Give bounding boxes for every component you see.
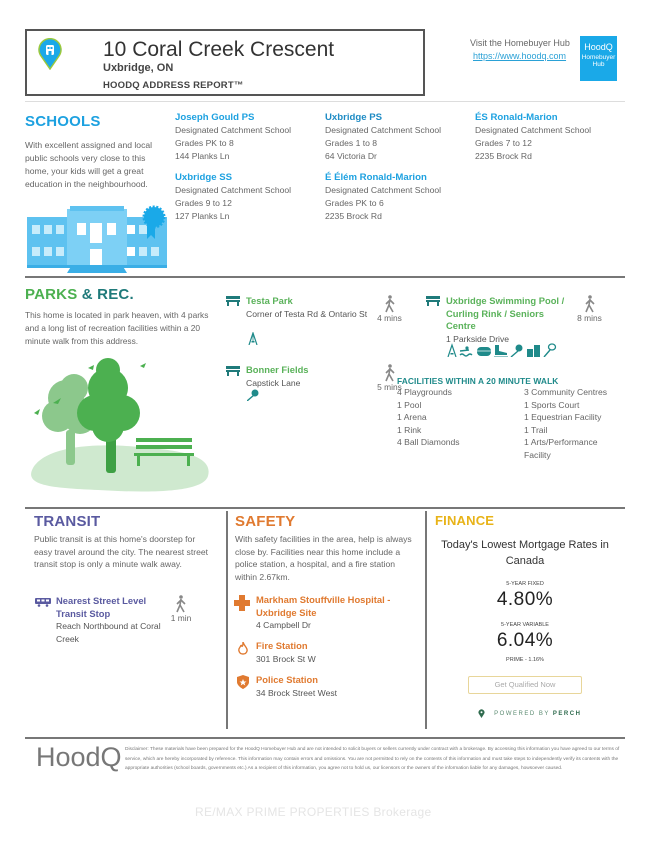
variable-rate-value: 6.04% — [496, 630, 554, 651]
playground-icon — [448, 345, 456, 357]
safety-title: SAFETY — [235, 513, 296, 530]
school-item — [325, 111, 441, 163]
tennis-icon — [544, 344, 556, 357]
parks-title-a: PARKS — [25, 286, 78, 303]
finance-title: FINANCE — [435, 513, 495, 528]
school-type: Designated Catchment School — [325, 185, 442, 195]
park-item — [246, 364, 371, 389]
school-name: É Élém Ronald-Marion — [325, 172, 427, 183]
skating-icon — [494, 345, 508, 357]
amenity-icons — [447, 343, 575, 357]
school-name: Uxbridge SS — [175, 172, 233, 183]
footer-divider — [25, 737, 625, 739]
schools-title: SCHOOLS — [25, 113, 101, 130]
safety-address: 4 Campbell Dr — [256, 620, 311, 630]
school-type: Designated Catchment School — [325, 125, 442, 135]
school-grades: Grades 9 to 12 — [175, 198, 232, 208]
safety-description: With safety facilities in the area, help is always close by. Facilities near this home include a police station, a hospital, and a fire station within 2.67km. — [235, 534, 412, 582]
park-bench-icon — [426, 296, 440, 306]
playground-icon — [247, 332, 259, 345]
community-centre-icon — [527, 345, 540, 357]
parks-description: This home is located in park heaven, with 4 parks and a long list of recreation facilities within a 20 minute walk from this address. — [25, 310, 209, 346]
park-name: Uxbridge Swimming Pool / Curling Rink / Seniors Centre — [446, 295, 565, 331]
hub-badge-sub1: Homebuyer — [581, 53, 616, 61]
home-pin-icon — [38, 38, 62, 70]
school-address: 64 Victoria Dr — [325, 151, 377, 161]
park-address: Capstick Lane — [246, 377, 301, 388]
safety-finance-divider — [425, 511, 427, 729]
hospital-cross-icon — [234, 595, 250, 611]
school-name: Uxbridge PS — [325, 112, 383, 123]
transit-stop — [56, 595, 166, 645]
powered-by-perch[interactable] — [478, 709, 581, 718]
fixed-rate-value: 4.80% — [496, 589, 554, 610]
park-name: Testa Park — [246, 295, 293, 306]
facility-item: 1 Equestrian Facility — [524, 412, 602, 423]
hub-visit-text: Visit the Homebuyer Hub — [470, 38, 570, 48]
fixed-rate-label: 5-YEAR FIXED — [506, 581, 544, 587]
safety-item — [256, 594, 421, 632]
address-city: Uxbridge, ON — [103, 62, 174, 74]
safety-item — [256, 640, 421, 665]
hub-badge[interactable] — [580, 36, 617, 81]
bus-icon — [35, 598, 51, 607]
facility-item: 3 Community Centres — [524, 387, 608, 397]
school-item — [175, 171, 291, 223]
school-name: Joseph Gould PS — [175, 112, 255, 123]
disclaimer-text: Disclaimer: These materials have been prepared for the HoodQ Homebuyer Hub and are not intended to solicit buyers or sellers currently under contract with a brokerage. By accessing this information you have agreed to our terms of service, which are hereby incorporated by reference. This information may contain errors and omissions. You are not permitted to rely on the contents of this information and must take steps to independently verify its contents with the appropriate authorities (school boards, governments etc.) As a recipient of this information, you agree not to hold us, our licensors or the owners of the information liable for any damages, howsoever caused. — [125, 747, 620, 771]
safety-name: Fire Station — [256, 640, 308, 651]
walk-minutes: 8 mins — [577, 313, 602, 323]
safety-name: Markham Stouffville Hospital - Uxbridge Site — [256, 594, 391, 618]
prime-rate: PRIME - 1.16% — [506, 657, 544, 663]
park-bench-icon — [226, 296, 240, 306]
school-type: Designated Catchment School — [175, 125, 292, 135]
rink-icon — [477, 347, 491, 356]
report-label: HOODQ ADDRESS REPORT™ — [103, 80, 244, 91]
walking-person-icon — [372, 295, 407, 313]
walking-person-icon — [572, 295, 607, 313]
facility-item: 4 Playgrounds — [397, 387, 452, 397]
walk-time — [372, 295, 407, 323]
transit-title: TRANSIT — [34, 513, 101, 530]
parks-title — [25, 286, 134, 303]
school-address: 144 Planks Ln — [175, 151, 230, 161]
school-address: 2235 Brock Rd — [475, 151, 532, 161]
park-address: 1 Parkside Drive — [446, 333, 510, 344]
school-address: 2235 Brock Rd — [325, 211, 382, 221]
park-illustration — [28, 358, 213, 498]
finance-heading: Today's Lowest Mortgage Rates in Canada — [441, 539, 609, 567]
park-address: Corner of Testa Rd & Ontario St — [246, 308, 368, 319]
hoodq-logo: HoodQ — [36, 742, 122, 772]
school-address: 127 Planks Ln — [175, 211, 230, 221]
schools-divider — [25, 276, 625, 278]
safety-name: Police Station — [256, 674, 318, 685]
ball-diamond-icon — [247, 389, 260, 401]
walk-minutes: 1 min — [170, 613, 192, 623]
school-grades: Grades PK to 6 — [325, 198, 384, 208]
safety-address: 34 Brock Street West — [256, 687, 338, 698]
address-title: 10 Coral Creek Crescent — [103, 38, 335, 61]
school-building-illustration — [27, 203, 172, 273]
school-item — [475, 111, 591, 163]
park-bench-icon — [226, 366, 240, 376]
facilities-right — [524, 386, 624, 462]
school-item — [175, 111, 291, 163]
walk-minutes: 5 mins — [377, 382, 402, 392]
school-grades: Grades PK to 8 — [175, 138, 234, 148]
safety-address: 301 Brock St W — [256, 653, 316, 664]
schools-description: With excellent assigned and local public schools very close to this home, your kids will get a great education in the neighbourhood. — [25, 140, 153, 189]
facility-item: 1 Trail — [524, 424, 548, 435]
facilities-left — [397, 386, 497, 449]
get-qualified-button[interactable]: Get Qualified Now — [468, 676, 582, 694]
facilities-title: FACILITIES WITHIN A 20 MINUTE WALK — [397, 376, 559, 386]
powered-by-text: POWERED BY — [494, 711, 550, 718]
hub-badge-title: HoodQ — [584, 42, 613, 52]
park-name: Bonner Fields — [246, 364, 309, 375]
transit-safety-divider — [226, 511, 228, 729]
school-grades: Grades 7 to 12 — [475, 138, 532, 148]
transit-description: Public transit is at this home's doorstep for easy travel around the city. The nearest street transit stop is only a minute walk away. — [34, 534, 209, 570]
walking-person-icon — [166, 595, 196, 613]
walk-time — [572, 295, 607, 323]
transit-stop-name: Nearest Street Level Transit Stop — [56, 595, 147, 619]
perch-brand: PERCH — [552, 711, 582, 718]
transit-stop-address: Reach Northbound at Coral Creek — [56, 621, 161, 644]
facility-item: 1 Arena — [397, 412, 427, 423]
school-type: Designated Catchment School — [475, 125, 592, 135]
school-item — [325, 171, 441, 223]
park-item — [446, 295, 576, 345]
facility-item: 1 Pool — [397, 399, 422, 410]
variable-rate-label: 5-YEAR VARIABLE — [501, 622, 549, 628]
ball-diamond-icon — [511, 345, 523, 358]
school-name: ÉS Ronald-Marion — [475, 112, 558, 123]
header-divider — [25, 101, 625, 102]
walk-minutes: 4 mins — [377, 313, 402, 323]
safety-item — [256, 674, 421, 699]
park-item — [246, 295, 371, 320]
police-badge-icon — [237, 675, 249, 689]
pool-icon — [460, 346, 472, 356]
parks-divider — [25, 507, 625, 509]
school-type: Designated Catchment School — [175, 185, 292, 195]
fire-icon — [238, 642, 248, 655]
hub-link[interactable]: https://www.hoodq.com — [473, 51, 567, 61]
facility-item: 1 Rink — [397, 424, 422, 435]
parks-title-b: & REC. — [81, 286, 134, 303]
facility-item: 1 Sports Court — [524, 399, 580, 410]
brokerage-watermark: RE/MAX PRIME PROPERTIES Brokerage — [195, 805, 432, 819]
school-grades: Grades 1 to 8 — [325, 138, 378, 148]
hub-badge-sub2: Hub — [592, 61, 605, 69]
perch-pin-icon — [478, 709, 485, 718]
walk-time — [166, 595, 196, 623]
facility-item: 4 Ball Diamonds — [397, 437, 460, 448]
facility-item: 1 Arts/Performance Facility — [524, 437, 598, 460]
